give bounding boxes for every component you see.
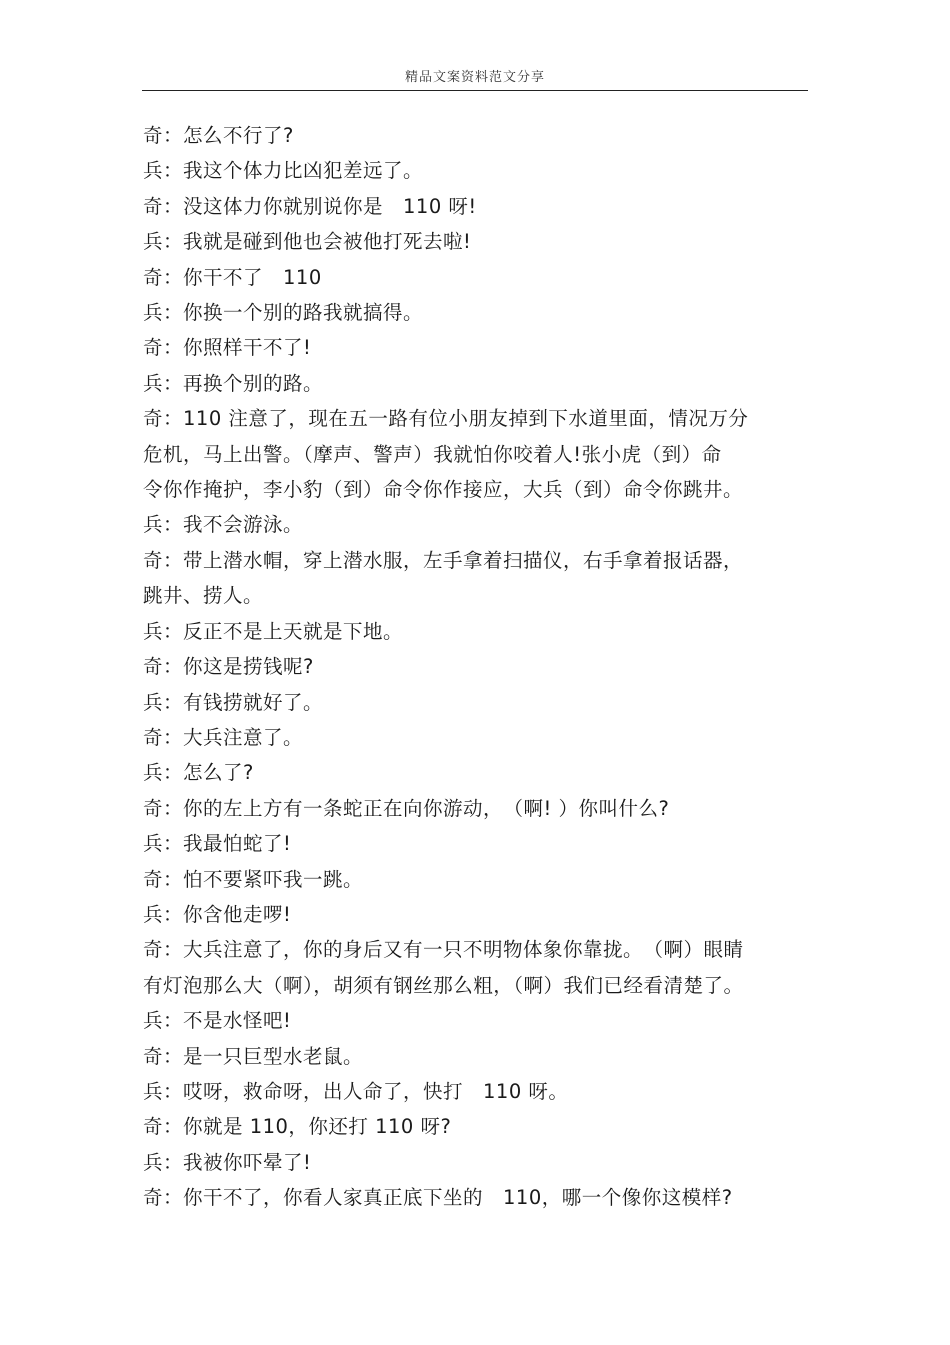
page-header: 精品文案资料范文分享 bbox=[404, 70, 545, 85]
dialogue-line: 奇：怕不要紧吓我一跳。 bbox=[143, 867, 364, 891]
dialogue-line: 奇：你就是 110，你还打 110 呀? bbox=[143, 1115, 452, 1139]
dialogue-line: 奇：你的左上方有一条蛇正在向你游动， （啊! ）你叫什么? bbox=[143, 796, 670, 820]
dialogue-line: 兵：不是水怪吧! bbox=[143, 1009, 292, 1033]
dialogue-line: 跳井、捞人。 bbox=[143, 584, 264, 608]
dialogue-line: 奇：是一只巨型水老鼠。 bbox=[143, 1044, 364, 1068]
dialogue-line: 奇：你这是捞钱呢? bbox=[143, 655, 314, 679]
dialogue-line: 兵：我不会游泳。 bbox=[143, 513, 304, 537]
dialogue-line: 奇：110 注意了，现在五一路有位小朋友掉到下水道里面，情况万分 bbox=[143, 407, 749, 431]
dialogue-line: 奇：你干不了，你看人家真正底下坐的 110，哪一个像你这模样? bbox=[143, 1186, 733, 1210]
dialogue-line: 兵：哎呀，救命呀，出人命了，快打 110 呀。 bbox=[143, 1079, 569, 1103]
dialogue-line: 兵：我最怕蛇了! bbox=[143, 832, 292, 856]
dialogue-line: 兵：你含他走啰! bbox=[143, 902, 292, 926]
dialogue-line: 兵：你换一个别的路我就搞得。 bbox=[143, 301, 424, 325]
dialogue-line: 奇：你干不了 110 bbox=[143, 265, 322, 289]
dialogue-line: 奇：大兵注意了，你的身后又有一只不明物体象你靠拢。 （啊）眼睛 bbox=[143, 938, 744, 962]
dialogue-line: 兵：有钱捞就好了。 bbox=[143, 690, 324, 714]
dialogue-line: 危机，马上出警。（摩声、警声）我就怕你咬着人!张小虎（到）命 bbox=[143, 442, 722, 466]
dialogue-line: 奇：没这体力你就别说你是 110 呀! bbox=[143, 194, 477, 218]
dialogue-line: 兵：怎么了? bbox=[143, 761, 254, 785]
dialogue-line: 令你作掩护，李小豹（到）命令你作接应，大兵（到）命令你跳井。 bbox=[143, 478, 744, 502]
dialogue-line: 奇：大兵注意了。 bbox=[143, 725, 304, 749]
dialogue-line: 有灯泡那么大（啊），胡须有钢丝那么粗，（啊）我们已经看清楚了。 bbox=[143, 973, 744, 997]
dialogue-body bbox=[143, 118, 813, 1216]
dialogue-line: 奇：带上潜水帽，穿上潜水服，左手拿着扫描仪，右手拿着报话器， bbox=[143, 548, 744, 572]
header-divider bbox=[142, 90, 808, 91]
dialogue-line: 兵：再换个别的路。 bbox=[143, 371, 324, 395]
dialogue-line: 兵：反正不是上天就是下地。 bbox=[143, 619, 404, 643]
dialogue-line: 奇：怎么不行了? bbox=[143, 124, 294, 147]
dialogue-line: 兵：我就是碰到他也会被他打死去啦! bbox=[143, 230, 472, 254]
dialogue-line: 奇：你照样干不了! bbox=[143, 336, 312, 360]
dialogue-line: 兵：我被你吓晕了! bbox=[143, 1150, 312, 1174]
dialogue-line: 兵：我这个体力比凶犯差远了。 bbox=[143, 159, 424, 183]
